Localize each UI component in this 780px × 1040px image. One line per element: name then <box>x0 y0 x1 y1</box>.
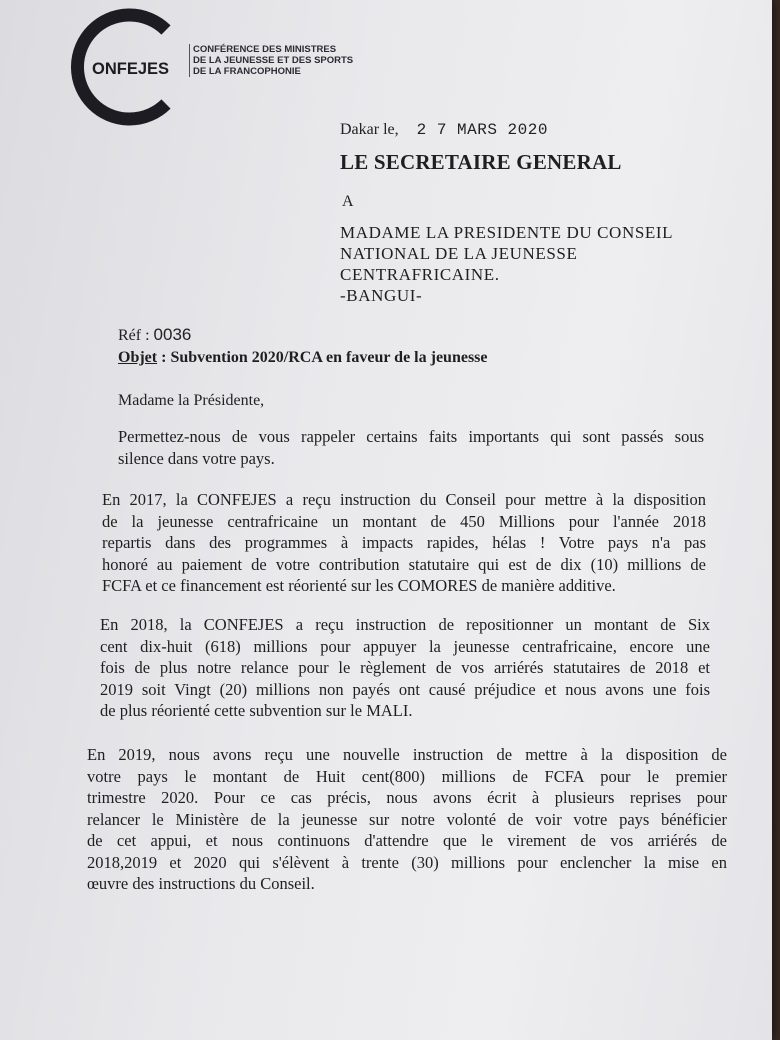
logo-text: ONFEJES <box>92 60 170 78</box>
paragraph-line: trimestre 2020. Pour ce cas précis, nous avons écrit à plusieurs reprises pour <box>87 788 727 807</box>
subject-text: : Subvention 2020/RCA en faveur de la jeunesse <box>157 349 488 366</box>
date-prefix: Dakar le, <box>340 121 399 138</box>
org-line: CONFÉRENCE DES MINISTRES <box>193 44 337 55</box>
paragraph <box>100 614 710 722</box>
paragraph-line: de plus réorienté cette subvention sur le MALI. <box>100 701 413 720</box>
addressee-line: NATIONAL DE LA JEUNESSE <box>340 244 578 263</box>
org-line: DE LA JEUNESSE ET DES SPORTS <box>193 55 354 66</box>
sender-title: LE SECRETAIRE GENERAL <box>340 150 622 174</box>
paragraph-line: FCFA et ce financement est réorienté sur les COMORES de manière additive. <box>102 576 616 595</box>
addressee-line: CENTRAFRICAINE. <box>340 265 500 284</box>
paragraph-line: cent dix-huit (618) millions pour appuyer la jeunesse centrafricaine, encore une <box>100 636 710 656</box>
to-marker: A <box>342 193 354 210</box>
addressee-line: MADAME LA PRESIDENTE DU CONSEIL <box>340 223 674 242</box>
subject-label: Objet <box>118 349 158 366</box>
addressee-block <box>340 222 673 306</box>
paragraph-line: fois de plus notre relance pour le règlement de vos arriérés statutaires de 2018 et <box>100 658 710 677</box>
org-line: DE LA FRANCOPHONIE <box>193 66 301 77</box>
paragraph-line: de la jeunesse centrafricaine un montant de 450 Millions pour l'année 2018 <box>102 511 706 531</box>
confejes-logo <box>62 6 184 128</box>
paragraph-line: de cet appui, et nous continuons d'attendre que le virement de vos arriérés de <box>87 831 727 850</box>
organization-name <box>189 44 353 77</box>
paragraph-line: 2018,2019 et 2020 qui s'élèvent à trente (30) millions pour enclencher la mise en <box>87 852 727 872</box>
date-line <box>340 121 548 139</box>
paragraph-line: 2019 soit Vingt (20) millions non payés ont causé préjudice et nous avons une fois <box>100 679 710 699</box>
reference-line <box>118 325 191 345</box>
paragraph-line: Permettez-nous de vous rappeler certains faits importants qui sont passés sous <box>118 427 704 446</box>
paragraph-line: repartis dans des programmes à impacts rapides, hélas ! Votre pays n'a pas <box>102 533 706 552</box>
paragraph <box>118 426 704 469</box>
ref-label: Réf : <box>118 327 150 344</box>
subject-line <box>118 349 488 367</box>
paragraph-line: votre pays le montant de Huit cent(800) millions de FCFA pour le premier <box>87 766 727 786</box>
date-stamp: 2 7 MARS 2020 <box>416 121 548 139</box>
paragraph-line: En 2017, la CONFEJES a reçu instruction du Conseil pour mettre à la disposition <box>102 490 706 509</box>
paragraph <box>102 489 706 597</box>
paragraph-line: œuvre des instructions du Conseil. <box>87 874 315 893</box>
paragraph-line: honoré au paiement de votre contribution statutaire qui est de dix (10) millions de <box>102 554 706 574</box>
paragraph-line: silence dans votre pays. <box>118 448 275 468</box>
paragraph-line: En 2018, la CONFEJES a reçu instruction de repositionner un montant de Six <box>100 615 710 634</box>
paragraph-line: En 2019, nous avons reçu une nouvelle instruction de mettre à la disposition de <box>87 745 727 764</box>
ref-number: 0036 <box>153 325 192 344</box>
paragraph-line: relancer le Ministère de la jeunesse sur notre volonté de voir votre pays bénéficier <box>87 809 727 829</box>
salutation: Madame la Présidente, <box>118 392 265 409</box>
addressee-line: -BANGUI- <box>340 286 423 305</box>
paragraph <box>87 744 727 895</box>
